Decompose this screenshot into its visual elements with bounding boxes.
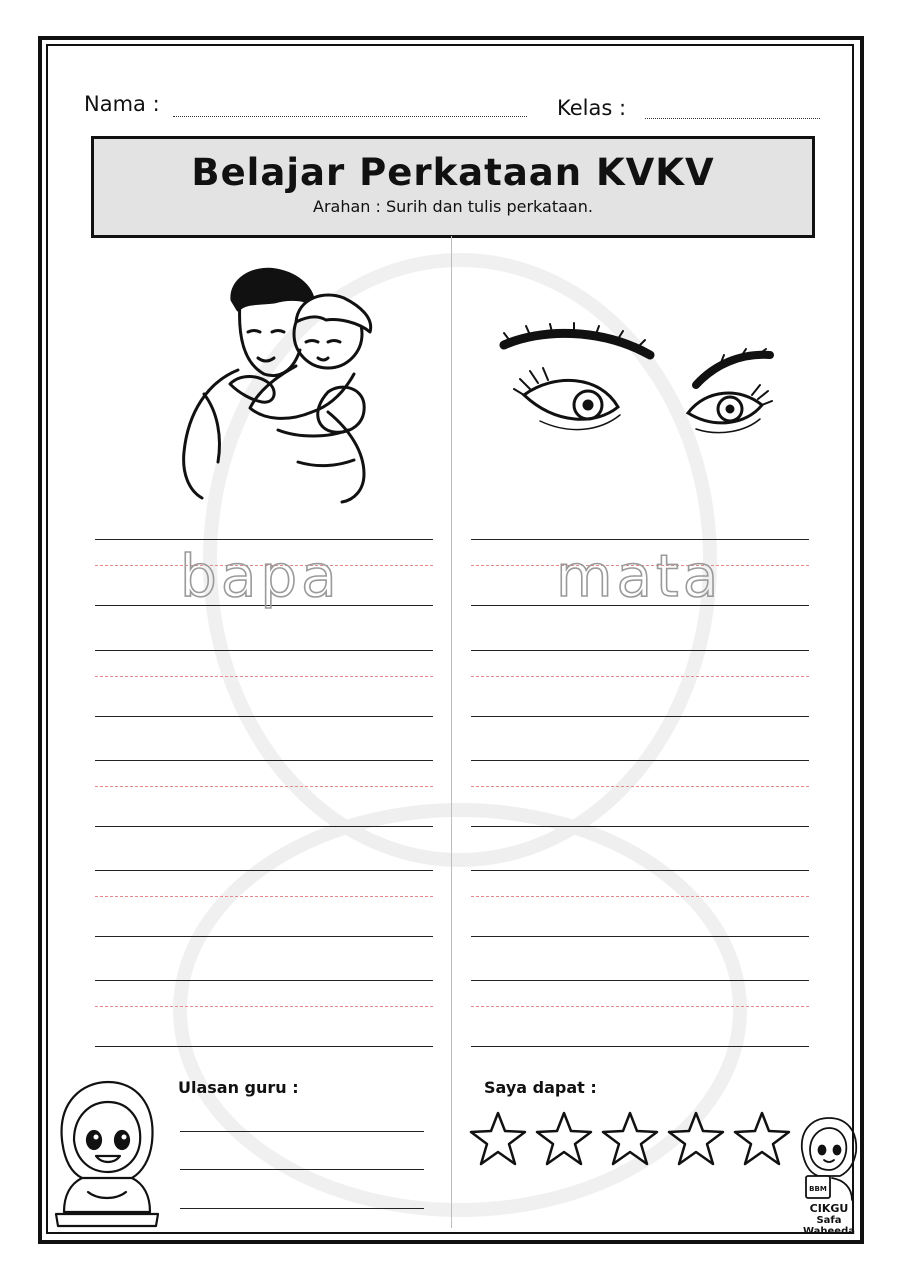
- guide-mid-line: [95, 896, 433, 897]
- logo-text-line-2: Safa: [816, 1215, 842, 1226]
- instruction-text: Arahan : Surih dan tulis perkataan.: [313, 197, 593, 216]
- guide-top-line: [95, 539, 433, 540]
- name-label: Nama :: [84, 92, 160, 116]
- logo-text-line-3: Waheeda: [802, 1226, 856, 1237]
- guide-mid-line: [95, 676, 433, 677]
- guide-base-line: [471, 936, 809, 937]
- student-cartoon-image: [52, 1080, 162, 1230]
- guide-top-line: [95, 870, 433, 871]
- guide-top-line: [95, 760, 433, 761]
- star-icon[interactable]: [537, 1113, 591, 1164]
- teacher-review-line[interactable]: [180, 1169, 424, 1170]
- book-label: BBM: [809, 1185, 827, 1193]
- column-divider: [451, 236, 452, 1228]
- guide-mid-line: [95, 1006, 433, 1007]
- guide-top-line: [471, 870, 809, 871]
- guide-mid-line: [471, 676, 809, 677]
- guide-base-line: [471, 716, 809, 717]
- guide-mid-line: [471, 1006, 809, 1007]
- cikgu-logo-image: [794, 1116, 864, 1236]
- guide-top-line: [95, 980, 433, 981]
- guide-base-line: [95, 936, 433, 937]
- guide-top-line: [471, 539, 809, 540]
- class-field[interactable]: [645, 118, 820, 119]
- class-label: Kelas :: [557, 96, 627, 120]
- star-icon[interactable]: [603, 1113, 657, 1164]
- self-rating-label: Saya dapat :: [484, 1078, 597, 1097]
- guide-base-line: [95, 716, 433, 717]
- star-icon[interactable]: [471, 1113, 525, 1164]
- teacher-review-label: Ulasan guru :: [178, 1078, 299, 1097]
- guide-base-line: [95, 826, 433, 827]
- guide-base-line: [471, 1046, 809, 1047]
- guide-mid-line: [471, 896, 809, 897]
- guide-top-line: [471, 760, 809, 761]
- father-child-image: [178, 262, 378, 507]
- logo-text-line-1: CIKGU: [809, 1202, 849, 1215]
- name-field[interactable]: [173, 116, 527, 117]
- worksheet-title: Belajar Perkataan KVKV: [191, 151, 715, 194]
- guide-top-line: [471, 650, 809, 651]
- star-icon[interactable]: [735, 1113, 789, 1164]
- guide-mid-line: [471, 786, 809, 787]
- trace-word-bapa[interactable]: bapa: [180, 542, 341, 610]
- guide-mid-line: [95, 786, 433, 787]
- trace-word-mata[interactable]: mata: [556, 542, 723, 610]
- guide-base-line: [95, 1046, 433, 1047]
- guide-top-line: [95, 650, 433, 651]
- title-box: [91, 136, 815, 238]
- teacher-review-line[interactable]: [180, 1208, 424, 1209]
- teacher-review-line[interactable]: [180, 1131, 424, 1132]
- guide-top-line: [471, 980, 809, 981]
- star-icon[interactable]: [669, 1113, 723, 1164]
- star-rating: [468, 1110, 798, 1172]
- eyes-image: [500, 325, 780, 440]
- guide-base-line: [471, 826, 809, 827]
